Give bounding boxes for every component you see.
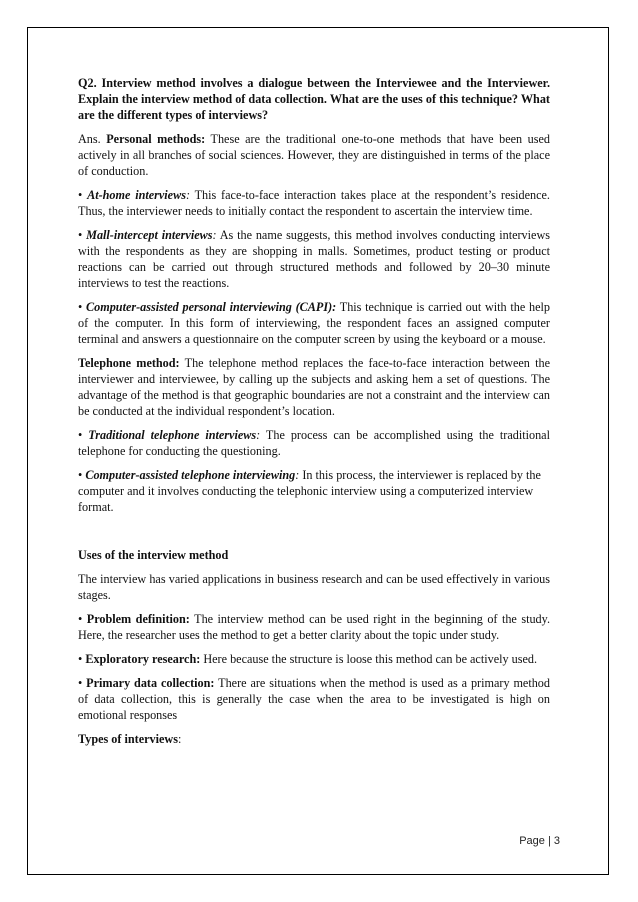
primary-data-paragraph [78, 675, 550, 723]
mall-intercept-term: Mall-intercept interviews [86, 228, 213, 242]
personal-methods-text: These are the traditional one-to-one methods that have been used actively in all branches of social sciences. However, they are distinguished in terms of the place of conduction. [78, 132, 551, 178]
mall-intercept-paragraph [78, 227, 550, 291]
mall-intercept-colon: : [212, 228, 217, 242]
bullet: • [78, 428, 89, 442]
bullet: • [78, 188, 88, 202]
problem-definition-paragraph [78, 611, 550, 643]
personal-methods-term: Personal methods: [106, 132, 206, 146]
question-heading: Q2. Interview method involves a dialogue between the Interviewee and the Interviewer. Explain the interview method of data collection. What are the uses of this technique? What are the different types of interviews? [78, 76, 550, 122]
cati-colon: : [295, 468, 300, 482]
bullet: • [78, 228, 87, 242]
uses-intro-paragraph: The interview has varied applications in business research and can be used effectively in various stages. [78, 572, 550, 602]
page-number: Page | 3 [519, 835, 560, 847]
traditional-telephone-paragraph [78, 427, 550, 459]
bullet: • [78, 652, 86, 666]
problem-definition-term: Problem definition: [86, 612, 190, 626]
mall-intercept-text: As the name suggests, this method involves conducting interviews with the respondents as they are shopping in malls. Sometimes, product testing or product reactions can be carried out through structured methods and followed by 20–30 minute interviews to test the reactions. [78, 228, 550, 290]
capi-text: This technique is carried out with the help of the computer. In this form of interviewing, the respondent faces an assigned computer terminal and answers a questionnaire on the computer screen by using the keyboard or a mouse. [78, 300, 550, 346]
personal-methods-paragraph [78, 131, 550, 179]
bullet: • [78, 612, 87, 626]
exploratory-research-paragraph [78, 651, 550, 667]
types-of-interviews-term: Types of interviews [78, 732, 178, 746]
cati-paragraph [78, 467, 550, 515]
bullet: • [78, 468, 86, 482]
exploratory-research-text: Here because the structure is loose this method can be actively used. [200, 652, 538, 666]
cati-text: In this process, the interviewer is replaced by the computer and it involves conducting the telephonic interview using a computerized interview format. [78, 468, 541, 514]
cati-term: Computer-assisted telephone interviewing [85, 468, 296, 482]
telephone-method-text: The telephone method replaces the face-to-face interaction between the interviewer and interviewee, by calling up the subjects and asking hem a set of questions. The advantage of the method is that geographic boundaries are not a constraint and the interview can be conducted at the individual respondent’s location. [78, 356, 550, 418]
primary-data-text: There are situations when the method is used as a primary method of data collection, this is generally the case when the area to be investigated is high on emotional responses [78, 676, 550, 722]
answer-prefix: Ans. [78, 132, 107, 146]
types-of-interviews-heading [78, 731, 550, 747]
at-home-paragraph [78, 187, 550, 219]
bullet: • [78, 676, 87, 690]
types-of-interviews-colon: : [177, 732, 182, 746]
traditional-telephone-colon: : [256, 428, 261, 442]
telephone-method-paragraph [78, 355, 550, 419]
at-home-colon: : [185, 188, 191, 202]
problem-definition-text: The interview method can be used right in the beginning of the study. Here, the researcher uses the method to get a better clarity about the topic under study. [78, 612, 550, 642]
traditional-telephone-term: Traditional telephone interviews [88, 428, 257, 442]
traditional-telephone-text: The process can be accomplished using the traditional telephone for conducting the questioning. [78, 428, 550, 458]
capi-paragraph [78, 299, 550, 347]
document-body [78, 75, 550, 755]
exploratory-research-term: Exploratory research: [85, 652, 201, 666]
telephone-method-term: Telephone method: [78, 356, 180, 370]
capi-term: Computer-assisted personal interviewing (CAPI): [86, 300, 337, 314]
at-home-term: At-home interviews [87, 188, 186, 202]
at-home-text: This face-to-face interaction takes place at the respondent’s residence. Thus, the interviewer needs to initially contact the respondent to ascertain the interview time. [78, 188, 550, 218]
uses-heading: Uses of the interview method [78, 548, 229, 562]
bullet: • [78, 300, 86, 314]
primary-data-term: Primary data collection: [86, 676, 215, 690]
